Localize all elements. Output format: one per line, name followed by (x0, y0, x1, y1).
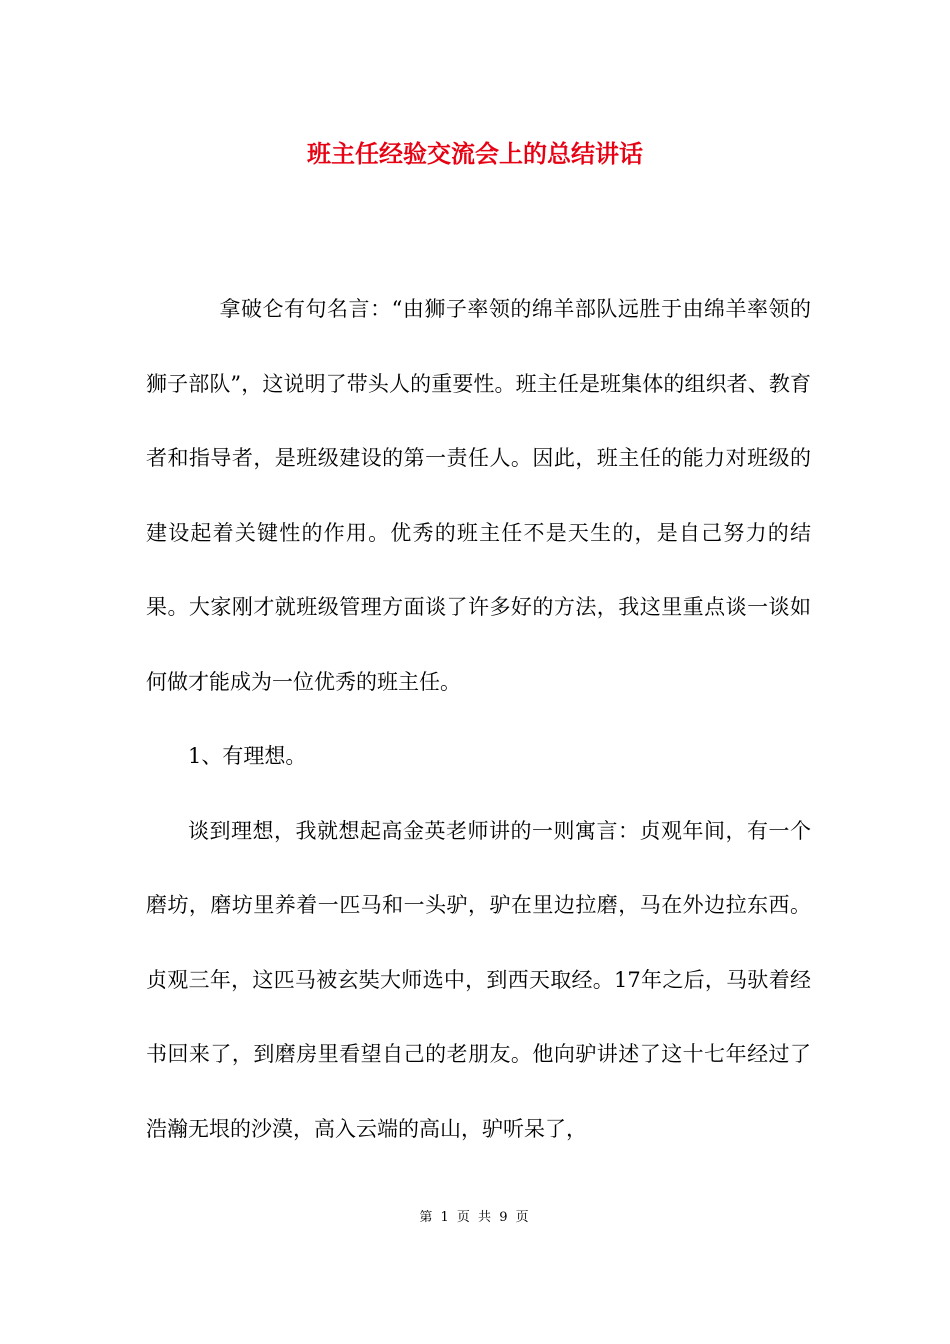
paragraph-heading-ideal: 1、有理想。 (188, 744, 307, 768)
paragraph-fable: 谈到理想，我就想起高金英老师讲的一则寓言：贞观年间，有一个磨坊，磨坊里养着一匹马和一头驴，驴在里边拉磨，马在外边拉东西。贞观三年，这匹马被玄奘大师选中，到西天取经。17年之后，马驮着经书回来了，到磨房里看望自己的老朋友。他向驴讲述了这十七年经过了浩瀚无垠的沙漠，高入云端的高山，驴听呆了， (146, 818, 811, 1141)
document-title: 班主任经验交流会上的总结讲话 (307, 140, 643, 168)
paragraph-intro: 拿破仑有句名言：“由狮子率领的绵羊部队远胜于由绵羊率领的狮子部队”，这说明了带头人的重要性。班主任是班集体的组织者、教育者和指导者，是班级建设的第一责任人。因此，班主任的能力对班级的建设起着关键性的作用。优秀的班主任不是天生的，是自己努力的结果。大家刚才就班级管理方面谈了许多好的方法，我这里重点谈一谈如何做才能成为一位优秀的班主任。 (146, 297, 811, 694)
page-number: 第 1 页 共 9 页 (419, 1210, 531, 1225)
document-body (146, 272, 811, 1166)
